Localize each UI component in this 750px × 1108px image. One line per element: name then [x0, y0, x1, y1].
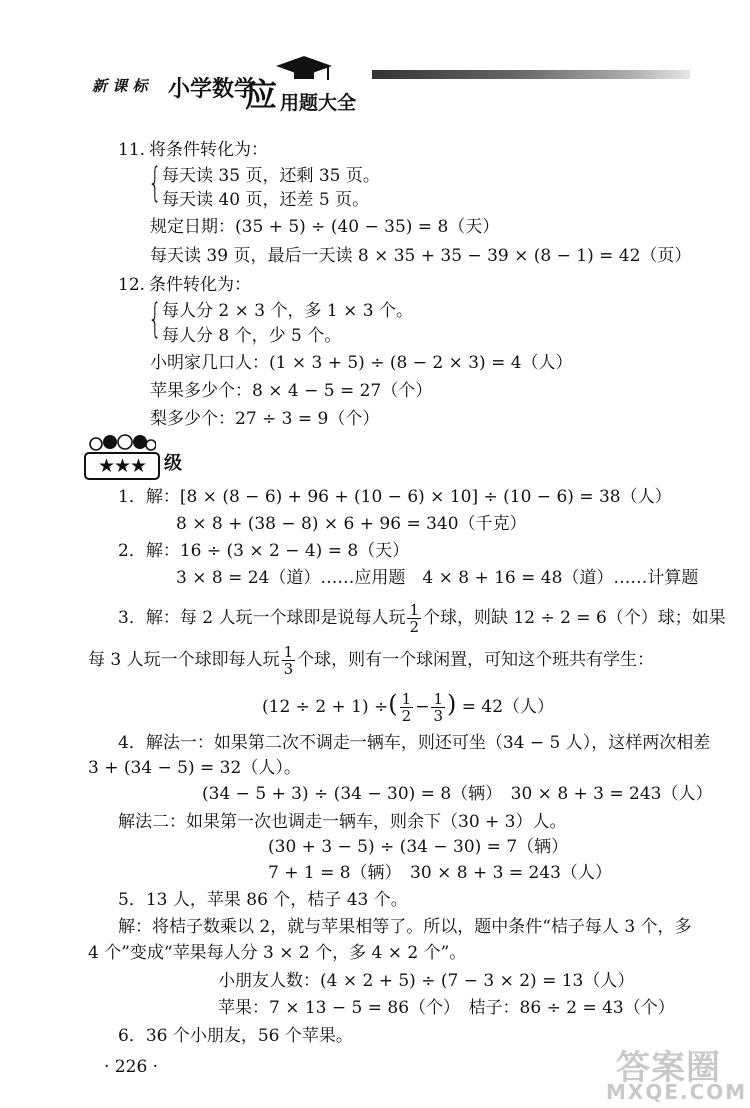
a4-line-2: 3 + (34 − 5) = 32（人）。 [88, 758, 301, 778]
a6-line-1: 6．36 个小朋友，56 个苹果。 [118, 1026, 353, 1046]
fraction-one-half [407, 602, 421, 635]
p11-line-2: 每天读 39 页，最后一天读 8 × 35 + 35 − 39 × (8 − 1) = 42（页） [150, 246, 692, 266]
a3-line-1-text-a: 3．解：每 2 人玩一个球即是说每人玩 [118, 608, 406, 628]
p11-number: 11. [118, 140, 146, 160]
a3-equation-text-b: = 42（人） [461, 697, 555, 717]
header-big-char: 应 [245, 76, 278, 114]
page-number: · 226 · [104, 1057, 159, 1077]
a2-line-2: 3 × 8 = 24（道）……应用题 4 × 8 + 16 = 48（道）……计算题 [176, 568, 699, 588]
a5-line-4: 小朋友人数：(4 × 2 + 5) ÷ (7 − 3 × 2) = 13（人） [218, 971, 635, 991]
a3-equation-text-a: (12 ÷ 2 + 1) ÷ [262, 697, 389, 717]
graduation-cap-icon [268, 52, 338, 84]
right-paren: ) [447, 690, 457, 718]
a5-line-1: 5．13 人，苹果 86 个，桔子 43 个。 [118, 890, 408, 910]
p11-intro: 将条件转化为： [149, 140, 268, 160]
p11-condition-2: 每天读 40 页，还差 5 页。 [162, 190, 370, 210]
watermark-url: MXQE.COM [606, 1080, 748, 1104]
a3-line-1-text-b: 个球，则缺 12 ÷ 2 = 6（个）球；如果 [423, 608, 726, 628]
p12-line-1: 小明家几口人：(1 × 3 + 5) ÷ (8 − 2 × 3) = 4（人） [150, 353, 573, 373]
children-icon [88, 432, 156, 454]
fraction-numerator: 1 [433, 690, 443, 708]
watermark-logo-text: 答案圈 [616, 1048, 721, 1088]
p12-brace: { [148, 296, 162, 342]
fraction-denominator: 2 [409, 618, 419, 636]
a4-line-5: (30 + 3 − 5) ÷ (34 − 30) = 7（辆） [268, 837, 569, 857]
p12-condition-2: 每人分 8 个，少 5 个。 [162, 326, 342, 346]
a3-line-2 [88, 640, 654, 680]
minus-sign: − [415, 697, 430, 717]
a4-line-4: 解法二：如果第一次也调走一辆车，则余下（30 + 3）人。 [118, 812, 567, 832]
p11-brace: { [148, 160, 162, 206]
a2-line-1: 2．解：16 ÷ (3 × 2 − 4) = 8（天） [118, 541, 410, 561]
fraction-one-half [400, 691, 414, 724]
level-stars-badge: ★★★ [84, 452, 160, 480]
p11-line-1: 规定日期：(35 + 5) ÷ (40 − 35) = 8（天） [150, 217, 500, 237]
a3-line-2-text-b: 个球，则有一个球闲置，可知这个班共有学生： [297, 650, 655, 670]
fraction-numerator: 1 [409, 601, 419, 619]
p12-intro: 条件转化为： [149, 275, 251, 295]
fraction-denominator: 2 [401, 707, 412, 725]
p12-condition-1: 每人分 2 × 3 个，多 1 × 3 个。 [162, 301, 413, 321]
a1-line-2: 8 × 8 + (38 − 8) × 6 + 96 = 340（千克） [176, 514, 527, 534]
p12-number: 12. [118, 275, 146, 295]
left-paren: ( [388, 690, 398, 718]
fraction-one-third [282, 644, 296, 677]
p12-line-2: 苹果多少个：8 × 4 − 5 = 27（个） [150, 381, 433, 401]
p11-condition-1: 每天读 35 页，还剩 35 页。 [162, 166, 380, 186]
a3-line-2-text-a: 每 3 人玩一个球即每人玩 [88, 650, 280, 670]
fraction-denominator: 3 [283, 660, 294, 678]
a3-line-1 [118, 598, 726, 638]
a5-line-5: 苹果：7 × 13 − 5 = 86（个） 桔子：86 ÷ 2 = 43（个） [218, 998, 675, 1018]
a5-line-3: 4 个”变成“苹果每人分 3 × 2 个，多 4 × 2 个”。 [88, 943, 467, 963]
header-small-text: 新 课 标 [92, 77, 148, 95]
a5-line-2: 解：将桔子数乘以 2，就与苹果相等了。所以，题中条件“桔子每人 3 个，多 [118, 917, 692, 937]
header-subtitle: 用题大全 [280, 92, 357, 114]
a4-line-6: 7 + 1 = 8（辆） 30 × 8 + 3 = 243（人） [268, 863, 612, 883]
fraction-numerator: 1 [283, 643, 294, 661]
fraction-denominator: 3 [433, 707, 443, 725]
a1-line-1: 1．解：[8 × (8 − 6) + 96 + (10 − 6) × 10] ÷ (10 − 6) = 38（人） [118, 487, 672, 507]
a4-line-3: (34 − 5 + 3) ÷ (34 − 30) = 8（辆） 30 × 8 + 3 = 243（人） [202, 784, 713, 804]
a3-equation [262, 684, 554, 727]
header-gradient-bar [372, 70, 690, 79]
level-label: 级 [164, 453, 182, 474]
a4-line-1: 4．解法一：如果第二次不调走一辆车，则还可坐（34 − 5 人），这样两次相差 [118, 733, 711, 753]
header-title: 小学数学 [168, 77, 257, 102]
fraction-one-third [431, 691, 445, 724]
p12-line-3: 梨多少个：27 ÷ 3 = 9（个） [150, 409, 380, 429]
fraction-numerator: 1 [401, 690, 412, 708]
